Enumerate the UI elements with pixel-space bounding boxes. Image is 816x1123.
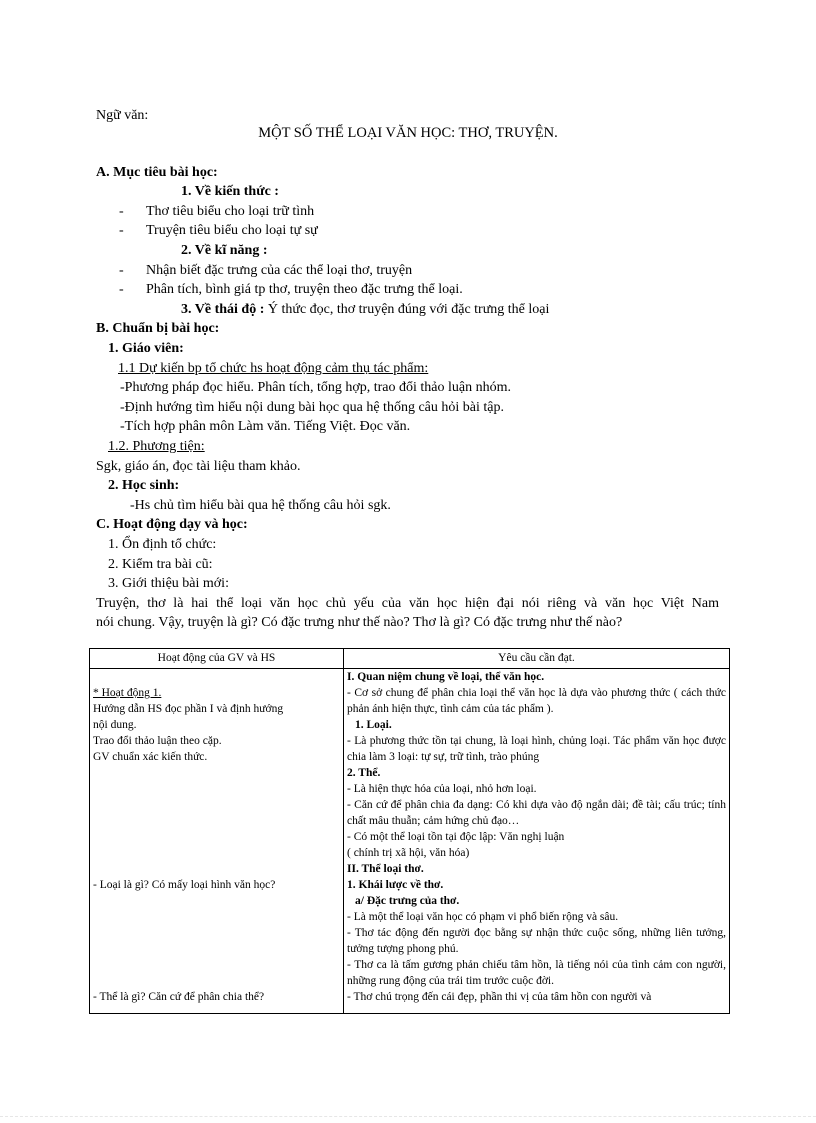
poetry-features-heading: a/ Đặc trưng của thơ.: [355, 895, 460, 907]
section-ii-heading: II. Thể loại thơ.: [347, 863, 424, 875]
genre-heading: 1. Loại.: [355, 719, 392, 731]
question-genre: - Loại là gì? Có mấy loại hình văn học?: [93, 879, 276, 891]
activity-1-text: GV chuẩn xác kiến thức.: [93, 751, 208, 763]
poetry-overview-heading: 1. Khái lược về thơ.: [347, 879, 444, 891]
poetry-text: - Thơ chú trọng đến cái đẹp, phần thi vị của tâm hồn con người và: [347, 991, 652, 1003]
activity-1-text: nội dung.: [93, 719, 137, 731]
teacher-materials: Sgk, giáo án, đọc tài liệu tham khảo.: [96, 459, 301, 474]
attitude-heading: 3. Về thái độ :: [181, 302, 265, 317]
bullet-dash: -: [119, 263, 124, 278]
section-b-heading: B. Chuẩn bị bài học:: [96, 321, 220, 336]
genre-text: - Là phương thức tồn tại chung, là loại hình, chủng loại. Tác phẩm văn học được chia làm 3 loại: tự sự, trữ tình, trào phúng: [347, 735, 726, 763]
bullet-dash: -: [119, 223, 124, 238]
form-heading: 2. Thể.: [347, 767, 381, 779]
form-text: - Có một thể loại tồn tại độc lập: Văn nghị luận: [347, 831, 565, 843]
bullet-dash: -: [119, 282, 124, 297]
requirements-cell: [344, 669, 730, 1014]
poetry-text: - Là một thể loại văn học có phạm vi phổ biến rộng và sâu.: [347, 911, 619, 923]
activity-item: 2. Kiểm tra bài cũ:: [108, 557, 213, 572]
activity-1-text: Hướng dẫn HS đọc phần I và định hướng: [93, 703, 284, 715]
teacher-sub-1-2: 1.2. Phương tiện:: [108, 439, 205, 454]
teacher-item: -Phương pháp đọc hiểu. Phân tích, tổng hợp, trao đổi thảo luận nhóm.: [120, 380, 512, 395]
table-header-row: [90, 649, 730, 669]
knowledge-item: Truyện tiêu biểu cho loại tự sự: [146, 223, 318, 238]
student-item: -Hs chủ tìm hiểu bài qua hệ thống câu hỏi sgk.: [130, 498, 391, 513]
teacher-sub-1-1: 1.1 Dự kiến bp tổ chức hs hoạt động cảm thụ tác phẩm:: [118, 361, 429, 376]
question-form: - Thể là gì? Căn cứ để phân chia thể?: [93, 991, 265, 1003]
teacher-item: -Tích hợp phân môn Làm văn. Tiếng Việt. Đọc văn.: [120, 419, 411, 434]
activity-1-text: Trao đổi thảo luận theo cặp.: [93, 735, 222, 747]
student-heading: 2. Học sinh:: [108, 478, 180, 493]
lesson-table: [89, 648, 730, 1014]
activities-cell: [90, 669, 344, 1014]
skills-item: Nhận biết đặc trưng của các thể loại thơ, truyện: [146, 263, 413, 278]
intro-paragraph-line-2: nói chung. Vậy, truyện là gì? Có đặc trưng như thế nào? Thơ là gì? Có đặc trưng như thế nào?: [96, 615, 623, 630]
knowledge-heading: 1. Về kiến thức :: [181, 184, 279, 199]
section-i-text: - Cơ sở chung để phân chia loại thể văn học là dựa vào phương thức ( cách thức phản ánh hiện thực, tình cảm của tác phẩm ).: [347, 687, 726, 715]
activity-1-heading: * Hoạt động 1.: [93, 687, 162, 699]
page-title: MỘT SỐ THỂ LOẠI VĂN HỌC: THƠ, TRUYỆN.: [258, 125, 558, 141]
form-text: ( chính trị xã hội, văn hóa): [347, 847, 470, 859]
skills-item: Phân tích, bình giá tp thơ, truyện theo đặc trưng thể loại.: [146, 282, 463, 297]
attitude-text: Ý thức đọc, thơ truyện đúng với đặc trưng thể loại: [264, 302, 550, 317]
section-a-heading: A. Mục tiêu bài học:: [96, 165, 218, 180]
skills-heading: 2. Về kĩ năng :: [181, 243, 268, 258]
poetry-text: - Thơ tác động đến người đọc bằng sự nhận thức cuộc sống, những liên tưởng, tưởng tượng phong phú.: [347, 927, 726, 955]
intro-paragraph-line-1: Truyện, thơ là hai thể loại văn học chủ yếu của văn học hiện đại nói riêng và văn học Việt Nam: [96, 596, 719, 611]
teacher-heading: 1. Giáo viên:: [108, 341, 184, 356]
section-i-heading: I. Quan niệm chung về loại, thể văn học.: [347, 671, 545, 683]
activity-item: 3. Giới thiệu bài mới:: [108, 576, 229, 591]
attitude-line: [181, 301, 549, 319]
form-text: - Căn cứ để phân chia đa dạng: Có khi dựa vào độ ngắn dài; đề tài; cấu trúc; tính chất mâu thuẫn; cảm hứng chủ đạo…: [347, 799, 726, 827]
knowledge-item: Thơ tiêu biểu cho loại trữ tình: [146, 204, 315, 219]
page-bottom-divider: [0, 1116, 816, 1117]
table-header-activities: Hoạt động của GV và HS: [90, 649, 344, 669]
table-header-requirements: Yêu cầu cần đạt.: [344, 649, 730, 669]
form-text: - Là hiện thực hóa của loại, nhỏ hơn loại.: [347, 783, 537, 795]
section-c-heading: C. Hoạt động dạy và học:: [96, 517, 248, 532]
activity-item: 1. Ổn định tổ chức:: [108, 537, 217, 552]
poetry-text: - Thơ ca là tấm gương phản chiếu tâm hồn, là tiếng nói của tình cảm con người, những rung động của trái tim trước cuộc đời.: [347, 959, 726, 987]
bullet-dash: -: [119, 204, 124, 219]
table-row: [90, 669, 730, 1014]
subject-label: Ngữ văn:: [96, 108, 149, 123]
teacher-item: -Định hướng tìm hiểu nội dung bài học qua hệ thống câu hỏi bài tập.: [120, 400, 504, 415]
